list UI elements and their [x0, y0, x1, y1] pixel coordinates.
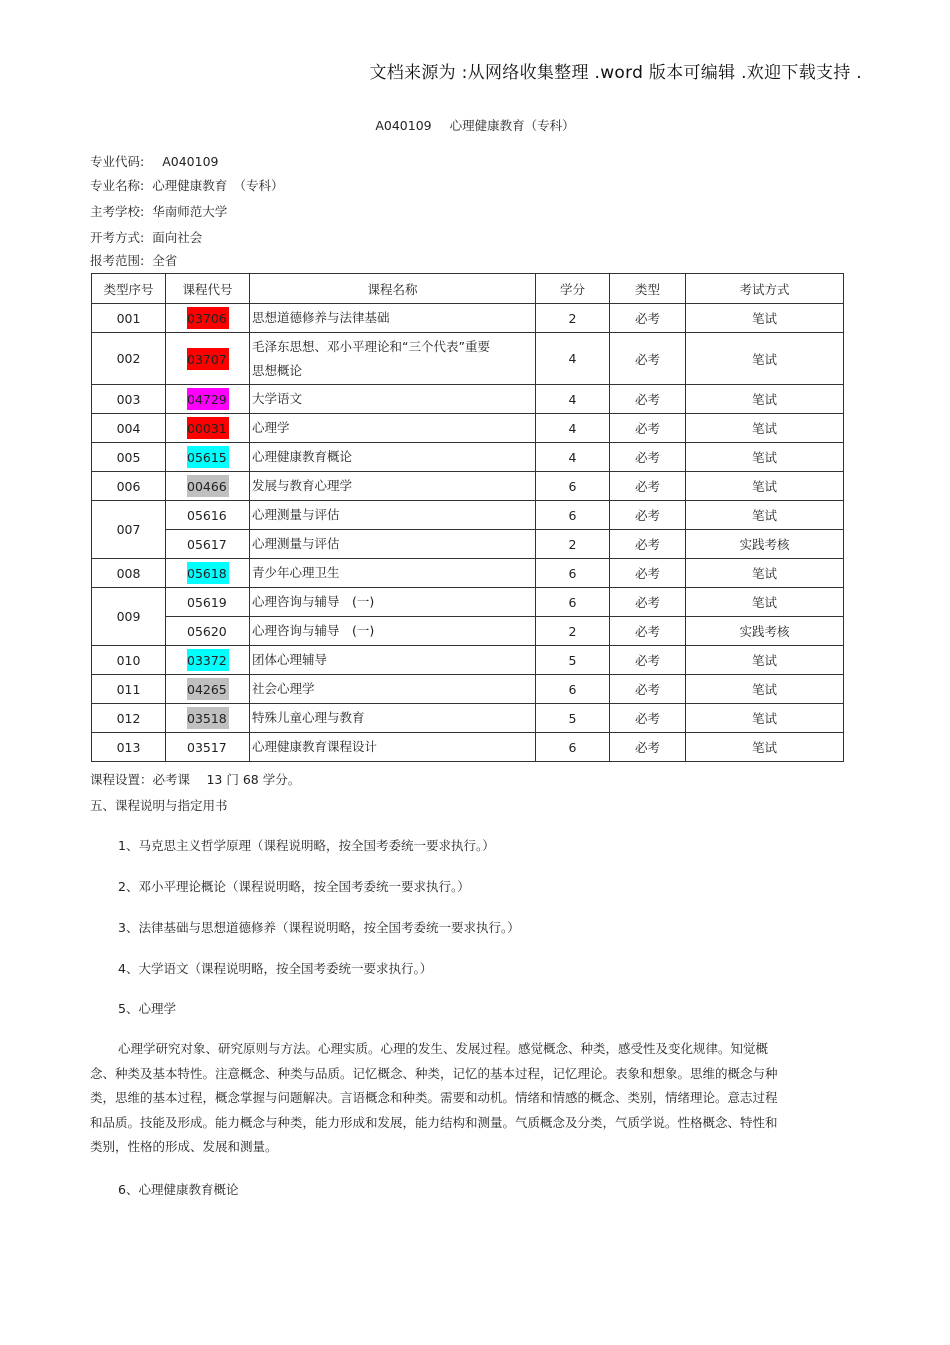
- cell-type: 必考: [610, 675, 686, 704]
- table-row: [92, 530, 844, 559]
- cell-exam: 笔试: [686, 385, 844, 414]
- course-code: 04265: [187, 678, 229, 700]
- table-row: [92, 304, 844, 333]
- cell-credit: 4: [536, 414, 610, 443]
- cell-type: 必考: [610, 617, 686, 646]
- major-code-label: 专业代码:: [90, 154, 145, 169]
- cell-seq: 011: [92, 675, 166, 704]
- cell-credit: 4: [536, 443, 610, 472]
- cell-code: [166, 646, 250, 675]
- cell-code: [166, 588, 250, 617]
- course-code: 03517: [187, 740, 227, 755]
- course-code: 03706: [187, 307, 229, 329]
- table-row: [92, 472, 844, 501]
- cell-exam: 笔试: [686, 704, 844, 733]
- cell-credit: 4: [536, 333, 610, 385]
- cell-seq: 008: [92, 559, 166, 588]
- cell-course-name: 心理健康教育概论: [250, 443, 536, 472]
- table-row: [92, 588, 844, 617]
- cell-type: 必考: [610, 559, 686, 588]
- cell-code: [166, 704, 250, 733]
- course-item-3: 3、法律基础与思想道德修养（课程说明略，按全国考委统一要求执行。）: [118, 920, 520, 935]
- course-item-2: 2、邓小平理论概论（课程说明略，按全国考委统一要求执行。）: [118, 879, 470, 894]
- exam-mode-label: 开考方式:: [90, 230, 145, 245]
- cell-exam: 实践考核: [686, 617, 844, 646]
- table-header-row: [92, 274, 844, 304]
- title-name: 心理健康教育（专科）: [449, 118, 575, 133]
- course-item-6: 6、心理健康教育概论: [118, 1182, 239, 1197]
- scope-label: 报考范围:: [90, 253, 145, 268]
- cell-exam: 笔试: [686, 559, 844, 588]
- cell-course-name: 毛泽东思想、邓小平理论和“三个代表”重要思想概论: [250, 333, 536, 385]
- cell-credit: 2: [536, 304, 610, 333]
- scope-value: 全省: [152, 253, 178, 268]
- major-name-value: 心理健康教育 （专科）: [152, 178, 284, 193]
- major-code-row: [90, 152, 218, 170]
- cell-type: 必考: [610, 333, 686, 385]
- course-code: 03372: [187, 649, 229, 671]
- cell-type: 必考: [610, 588, 686, 617]
- table-row: [92, 559, 844, 588]
- cell-course-name: 心理测量与评估: [250, 501, 536, 530]
- cell-exam: 笔试: [686, 733, 844, 762]
- cell-exam: 笔试: [686, 675, 844, 704]
- cell-exam: 笔试: [686, 414, 844, 443]
- table-row: [92, 414, 844, 443]
- cell-code: [166, 333, 250, 385]
- course-code: 03518: [187, 707, 229, 729]
- cell-exam: 实践考核: [686, 530, 844, 559]
- cell-seq: 012: [92, 704, 166, 733]
- cell-code: [166, 675, 250, 704]
- cell-course-name: 社会心理学: [250, 675, 536, 704]
- cell-code: [166, 559, 250, 588]
- cell-type: 必考: [610, 304, 686, 333]
- exam-mode-row: [90, 228, 202, 246]
- cell-type: 必考: [610, 414, 686, 443]
- major-name-label: 专业名称:: [90, 178, 145, 193]
- cell-code: [166, 443, 250, 472]
- header-credit: 学分: [536, 274, 610, 304]
- cell-credit: 6: [536, 472, 610, 501]
- cell-seq: 001: [92, 304, 166, 333]
- exam-mode-value: 面向社会: [152, 230, 203, 245]
- header-name: 课程名称: [250, 274, 536, 304]
- cell-type: 必考: [610, 443, 686, 472]
- table-row: [92, 617, 844, 646]
- cell-seq: 007: [92, 501, 166, 559]
- course-item-5: 5、心理学: [118, 1001, 176, 1016]
- header-exam: 考试方式: [686, 274, 844, 304]
- course-summary: 课程设置：必考课 13 门 68 学分。: [90, 772, 301, 787]
- cell-seq: 013: [92, 733, 166, 762]
- cell-credit: 2: [536, 617, 610, 646]
- table-row: [92, 443, 844, 472]
- cell-exam: 笔试: [686, 443, 844, 472]
- cell-course-name: 发展与教育心理学: [250, 472, 536, 501]
- table-row: [92, 385, 844, 414]
- cell-type: 必考: [610, 704, 686, 733]
- course-code: 05619: [187, 595, 227, 610]
- table-row: [92, 675, 844, 704]
- title-code: A040109: [375, 118, 432, 133]
- cell-type: 必考: [610, 385, 686, 414]
- scope-row: [90, 251, 177, 269]
- cell-code: [166, 530, 250, 559]
- course-code: 03707: [187, 348, 229, 370]
- course-item-4: 4、大学语文（课程说明略，按全国考委统一要求执行。）: [118, 961, 433, 976]
- school-row: [90, 202, 227, 220]
- cell-exam: 笔试: [686, 501, 844, 530]
- cell-code: [166, 472, 250, 501]
- cell-credit: 4: [536, 385, 610, 414]
- course-code: 00031: [187, 417, 229, 439]
- cell-course-name: 青少年心理卫生: [250, 559, 536, 588]
- cell-course-name: 心理学: [250, 414, 536, 443]
- cell-type: 必考: [610, 530, 686, 559]
- course-code: 05618: [187, 562, 229, 584]
- course-code: 05616: [187, 508, 227, 523]
- cell-course-name: 心理测量与评估: [250, 530, 536, 559]
- cell-exam: 笔试: [686, 333, 844, 385]
- header-type: 类型: [610, 274, 686, 304]
- table-row: [92, 333, 844, 385]
- cell-seq: 006: [92, 472, 166, 501]
- school-value: 华南师范大学: [152, 204, 228, 219]
- section-heading: 五、课程说明与指定用书: [90, 798, 228, 813]
- cell-type: 必考: [610, 646, 686, 675]
- course-code: 05617: [187, 537, 227, 552]
- cell-code: [166, 501, 250, 530]
- cell-seq: 010: [92, 646, 166, 675]
- cell-credit: 6: [536, 501, 610, 530]
- cell-credit: 5: [536, 646, 610, 675]
- course-code: 05615: [187, 446, 229, 468]
- table-row: [92, 646, 844, 675]
- cell-credit: 5: [536, 704, 610, 733]
- cell-type: 必考: [610, 501, 686, 530]
- cell-code: [166, 733, 250, 762]
- cell-seq: 002: [92, 333, 166, 385]
- cell-code: [166, 304, 250, 333]
- psychology-description: 心理学研究对象、研究原则与方法。心理实质。心理的发生、发展过程。感觉概念、种类，感受性及变化规律。知觉概念、种类及基本特性。注意概念、种类与品质。记忆概念、种类，记忆的基本过程，记忆理论。表象和想象。思维的概念与种类，思维的基本过程，概念掌握与问题解决。言语概念和种类。需要和动机。情绪和情感的概念、类别，情绪理论。意志过程和品质。技能及形成。能力概念与种类，能力形成和发展，能力结构和测量。气质概念及分类，气质学说。性格概念、特性和类别，性格的形成、发展和测量。: [90, 1041, 778, 1155]
- cell-course-name: 心理咨询与辅导 (一): [250, 617, 536, 646]
- course-code: 00466: [187, 475, 229, 497]
- table-row: [92, 501, 844, 530]
- cell-type: 必考: [610, 472, 686, 501]
- cell-seq: 009: [92, 588, 166, 646]
- major-code-value: A040109: [162, 154, 219, 169]
- cell-seq: 004: [92, 414, 166, 443]
- cell-credit: 6: [536, 559, 610, 588]
- cell-credit: 6: [536, 588, 610, 617]
- cell-code: [166, 617, 250, 646]
- cell-seq: 003: [92, 385, 166, 414]
- cell-exam: 笔试: [686, 646, 844, 675]
- table-row: [92, 704, 844, 733]
- cell-credit: 6: [536, 675, 610, 704]
- header-seq: 类型序号: [92, 274, 166, 304]
- cell-course-name: 大学语文: [250, 385, 536, 414]
- major-name-row: [90, 176, 283, 194]
- course-item-1: 1、马克思主义哲学原理（课程说明略，按全国考委统一要求执行。）: [118, 838, 495, 853]
- cell-course-name: 心理咨询与辅导 (一): [250, 588, 536, 617]
- cell-course-name: 团体心理辅导: [250, 646, 536, 675]
- cell-seq: 005: [92, 443, 166, 472]
- cell-code: [166, 385, 250, 414]
- course-code: 04729: [187, 388, 229, 410]
- cell-course-name: 思想道德修养与法律基础: [250, 304, 536, 333]
- cell-exam: 笔试: [686, 304, 844, 333]
- cell-credit: 6: [536, 733, 610, 762]
- cell-credit: 2: [536, 530, 610, 559]
- header-code: 课程代号: [166, 274, 250, 304]
- cell-code: [166, 414, 250, 443]
- cell-exam: 笔试: [686, 588, 844, 617]
- school-label: 主考学校:: [90, 204, 145, 219]
- cell-exam: 笔试: [686, 472, 844, 501]
- course-code: 05620: [187, 624, 227, 639]
- cell-course-name: 心理健康教育课程设计: [250, 733, 536, 762]
- source-note: 文档来源为 :从网络收集整理 .word 版本可编辑 .欢迎下载支持 .: [369, 63, 862, 83]
- table-row: [92, 733, 844, 762]
- cell-course-name: 特殊儿童心理与教育: [250, 704, 536, 733]
- course-table: [91, 273, 844, 762]
- document-title: [0, 116, 950, 134]
- cell-type: 必考: [610, 733, 686, 762]
